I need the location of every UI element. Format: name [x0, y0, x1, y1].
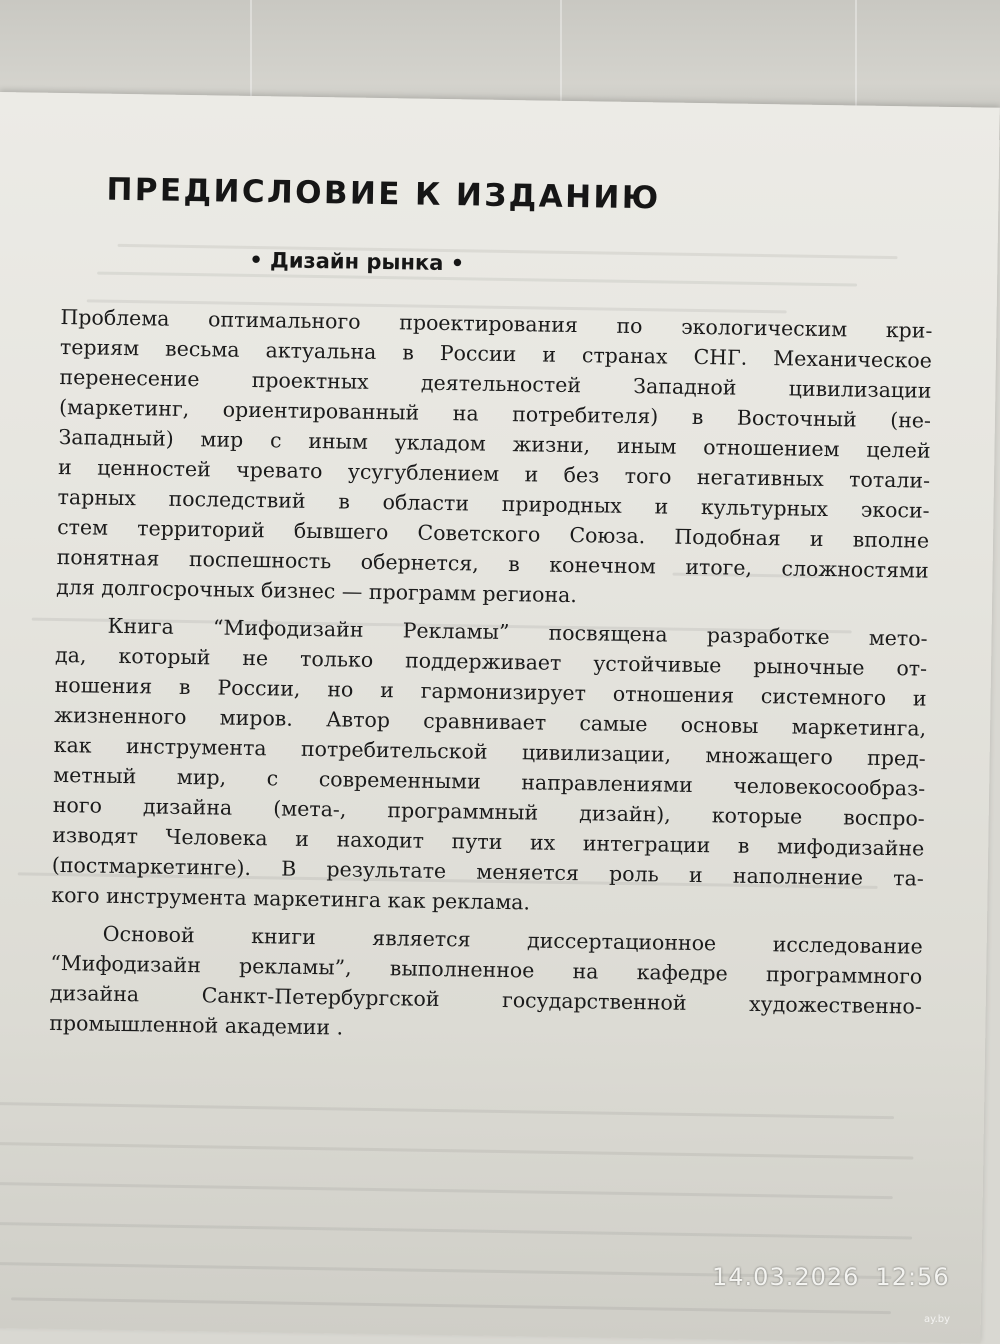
text-line: жизненного миров. Автор сравнивает самые основы маркетинга, — [54, 702, 927, 741]
cloth-fold — [855, 0, 857, 120]
text-line: Книга “Мифодизайн Рекламы” посвящена разработке мето- — [107, 613, 928, 651]
text-line: промышленной академии . — [49, 1010, 344, 1040]
text-line: Основой книги является диссертационное исследование — [102, 921, 923, 959]
text-line: дизайна Санкт-Петербургской государственной художественно- — [49, 980, 922, 1019]
site-watermark: ay.by — [924, 1314, 951, 1325]
text-line: для долгосрочных бизнес — программ региона. — [56, 574, 578, 608]
text-line: териям весьма актуальна в России и странах СНГ. Механическое — [59, 334, 933, 373]
photo-timestamp — [712, 1263, 966, 1291]
text-line: тарных последствий в области природных и культурных экоси- — [57, 484, 930, 523]
text-line: как инструмента потребительской цивилизации, множащего пред- — [53, 732, 926, 771]
text-line: Проблема оптимального проектирования по экологическим кри- — [60, 304, 933, 343]
text-line: стем территорий бывшего Советского Союза. Подобная и вполне — [56, 514, 930, 553]
text-line: ношения в России, но и гармонизирует отношения системного и — [54, 672, 927, 711]
text-line: (постмаркетинге). В результате меняется роль и наполнение та- — [51, 852, 924, 891]
book-page — [0, 92, 1000, 1344]
section-subtitle: • Дизайн рынка • — [249, 247, 465, 276]
text-line: изводят Человека и находит пути их интеграции в мифодизайне — [52, 822, 925, 861]
text-line: метный мир, с современными направлениями человекосообраз- — [53, 762, 926, 801]
photo-date: 14.03.2026 — [712, 1263, 860, 1291]
text-line: Западный) мир с иным укладом жизни, иным отношением целей — [58, 424, 931, 463]
text-line: и ценностей чревато усугублением и без того негативных тотали- — [57, 454, 931, 493]
text-line: да, который не только поддерживает устойчивые рыночные от- — [54, 642, 928, 681]
text-line: ного дизайна (мета-, программный дизайн), которые воспро- — [52, 792, 925, 831]
text-line: кого инструмента маркетинга как реклама. — [51, 882, 531, 915]
text-line: понятная поспешность обернется, в конечном итоге, сложностями — [56, 544, 929, 583]
text-line: (маркетинг, ориентированный на потребителя) в Восточный (не- — [58, 394, 932, 433]
text-line: перенесение проектных деятельностей Западной цивилизации — [59, 364, 932, 403]
photo-time: 12:56 — [875, 1263, 950, 1291]
text-line: “Мифодизайн рекламы”, выполненное на кафедре программного — [50, 950, 923, 989]
page-title: ПРЕДИСЛОВИЕ К ИЗДАНИЮ — [106, 171, 661, 217]
